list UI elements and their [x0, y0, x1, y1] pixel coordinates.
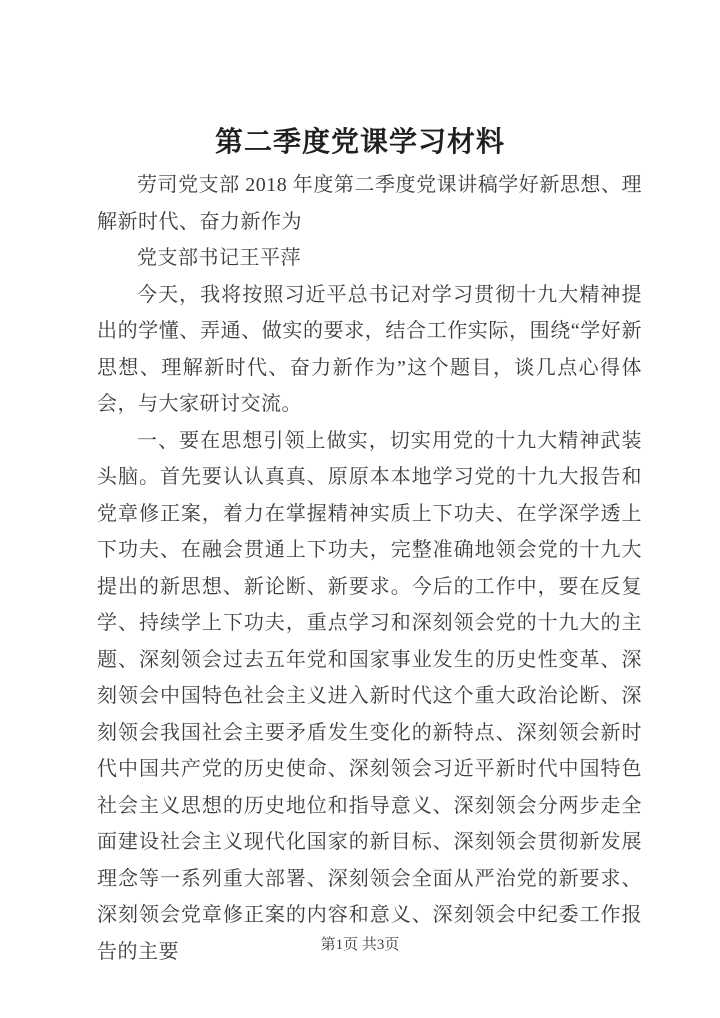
- paragraph-section-one: 一、要在思想引领上做实，切实用党的十九大精神武装头脑。首先要认认真真、原原本本地学习党的十九大报告和党章修正案，着力在掌握精神实质上下功夫、在学深学透上下功夫、在融会贯通上下功夫，完整准确地领会党的十九大提出的新思想、新论断、新要求。今后的工作中，要在反复学、持续学上下功夫，重点学习和深刻领会党的十九大的主题、深刻领会过去五年党和国家事业发生的历史性变革、深刻领会中国特色社会主义进入新时代这个重大政治论断、深刻领会我国社会主要矛盾发生变化的新特点、深刻领会新时代中国共产党的历史使命、深刻领会习近平新时代中国特色社会主义思想的历史地位和指导意义、深刻领会分两步走全面建设社会主义现代化国家的新目标、深刻领会贯彻新发展理念等一系列重大部署、深刻领会全面从严治党的新要求、深刻领会党章修正案的内容和意义、深刻领会中纪委工作报告的主要: [97, 429, 642, 963]
- paragraph-subtitle: 劳司党支部 2018 年度第二季度党课讲稿学好新思想、理解新时代、奋力新作为: [97, 174, 642, 233]
- page-footer: [0, 934, 720, 956]
- document-title: 第二季度党课学习材料: [214, 127, 505, 158]
- page-number-label: 第1页 共3页: [320, 937, 400, 953]
- paragraph-intro: 今天，我将按照习近平总书记对学习贯彻十九大精神提出的学懂、弄通、做实的要求，结合工作实际，围绕“学好新思想、理解新时代、奋力新作为”这个题目，谈几点心得体会，与大家研讨交流。: [97, 283, 642, 415]
- document-body: [97, 167, 642, 970]
- paragraph-author: 党支部书记王平萍: [137, 247, 301, 269]
